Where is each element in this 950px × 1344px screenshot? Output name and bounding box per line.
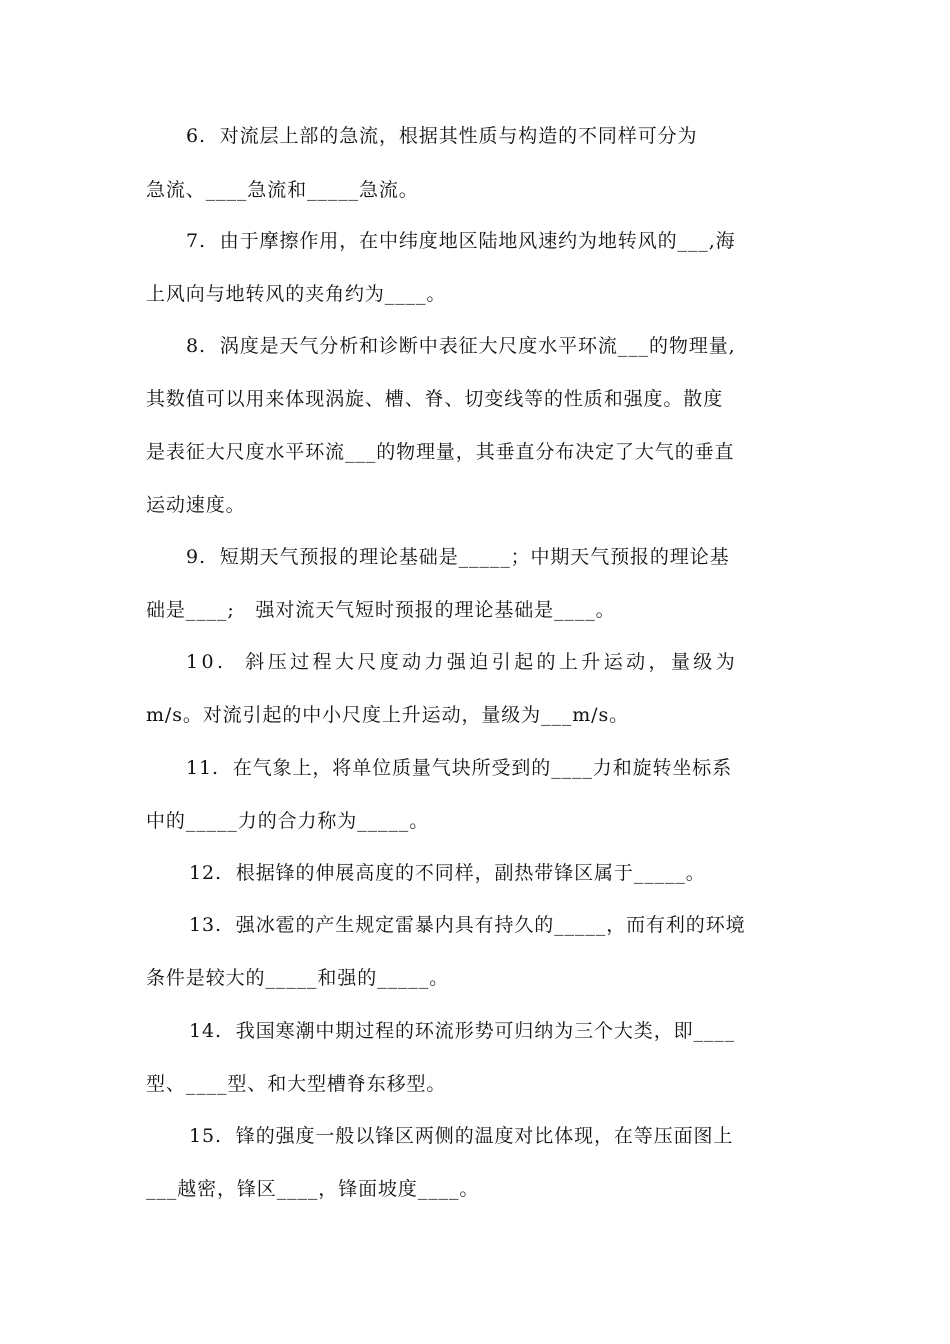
q14-line-2: 型、____型、和大型槽脊东移型。 [146,1073,447,1095]
q8-line-2: 其数值可以用来体现涡旋、槽、脊、切变线等的性质和强度。散度 [146,388,724,410]
q15-line-1: 15. 锋的强度一般以锋区两侧的温度对比体现，在等压面图上 [189,1125,734,1147]
q10-line-1: 10. 斜压过程大尺度动力强迫引起的上升运动，量级为 [186,651,739,673]
q12-line-1: 12. 根据锋的伸展高度的不同样，副热带锋区属于_____。 [189,862,706,884]
q15-line-2: ___越密，锋区____，锋面坡度____。 [146,1178,480,1200]
q8-line-3: 是表征大尺度水平环流___的物理量，其垂直分布决定了大气的垂直 [146,441,735,463]
q13-line-1: 13. 强冰雹的产生规定雷暴内具有持久的_____，而有利的环境 [189,914,746,936]
q11-line-1: 11. 在气象上，将单位质量气块所受到的____力和旋转坐标系 [186,757,733,779]
q11-line-2: 中的_____力的合力称为_____。 [146,810,430,832]
q8-line-1: 8. 涡度是天气分析和诊断中表征大尺度水平环流___的物理量, [186,335,736,357]
q7-line-2: 上风向与地转风的夹角约为____。 [146,283,447,305]
q8-line-4: 运动速度。 [146,494,246,516]
q9-line-1: 9. 短期天气预报的理论基础是_____；中期天气预报的理论基 [186,546,730,568]
q6-line-1: 6. 对流层上部的急流，根据其性质与构造的不同样可分为 [186,125,698,147]
q13-line-2: 条件是较大的_____和强的_____。 [146,967,450,989]
q10-line-2: m/s。对流引起的中小尺度上升运动，量级为___m/s。 [146,704,630,726]
q7-line-1: 7. 由于摩擦作用，在中纬度地区陆地风速约为地转风的___,海 [186,230,736,252]
q14-line-1: 14. 我国寒潮中期过程的环流形势可归纳为三个大类，即____ [189,1020,736,1042]
q9-line-2: 础是____; 强对流天气短时预报的理论基础是____。 [146,599,616,621]
q6-line-2: 急流、____急流和_____急流。 [146,179,419,201]
